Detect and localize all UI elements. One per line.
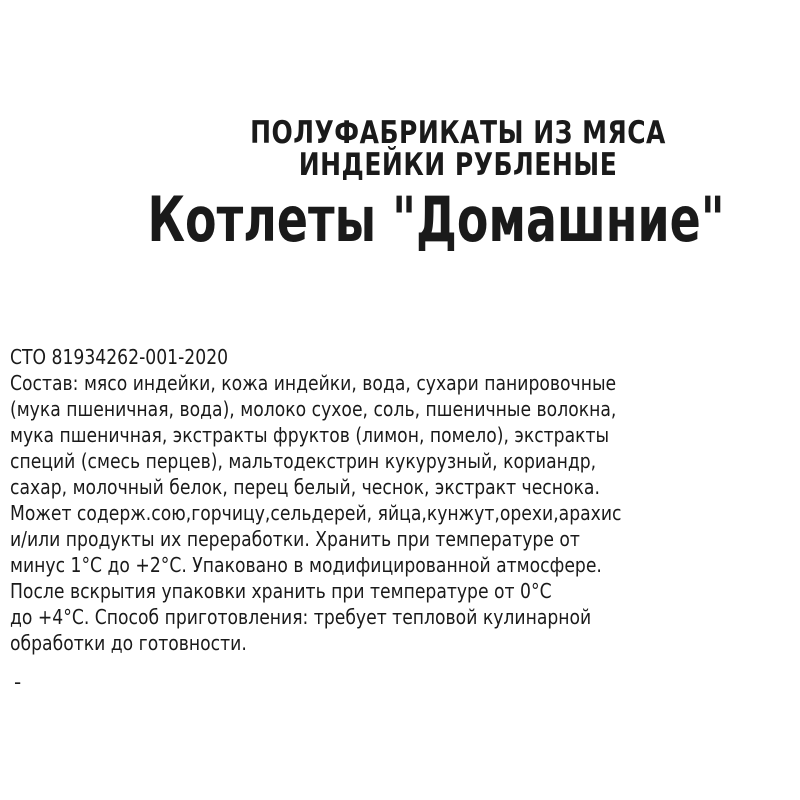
trailing-mark: - [14, 670, 22, 694]
storage-line: минус 1°С до +2°С. Упаковано в модифицированной атмосфере. [10, 553, 602, 577]
allergens-line: и/или продукты их переработки. Хранить при температуре от [10, 527, 580, 551]
ingredients-line: специй (смесь перцев), мальтодекстрин кукурузный, кориандр, [10, 449, 597, 473]
category-line-1: ПОЛУФАБРИКАТЫ ИЗ МЯСА [250, 114, 666, 151]
allergens-line: Может содерж.сою,горчицу,сельдерей, яйца,кунжут,орехи,арахис [10, 501, 622, 525]
ingredients-line: (мука пшеничная, вода), молоко сухое, соль, пшеничные волокна, [10, 397, 617, 421]
cooking-line: обработки до готовности. [10, 631, 247, 655]
category-line-2: ИНДЕЙКИ РУБЛЕНЫЕ [298, 146, 618, 183]
cooking-line: до +4°С. Способ приготовления: требует тепловой кулинарной [10, 605, 592, 629]
product-name: Котлеты "Домашние" [147, 184, 725, 257]
standard-code: СТО 81934262-001-2020 [10, 345, 229, 369]
ingredients-line: сахар, молочный белок, перец белый, чеснок, экстракт чеснока. [10, 475, 600, 499]
ingredients-line: Состав: мясо индейки, кожа индейки, вода, сухари панировочные [10, 371, 617, 395]
storage-line: После вскрытия упаковки хранить при температуре от 0°С [10, 579, 552, 603]
ingredients-line: мука пшеничная, экстракты фруктов (лимон, помело), экстракты [10, 423, 610, 447]
label-details [10, 344, 689, 656]
